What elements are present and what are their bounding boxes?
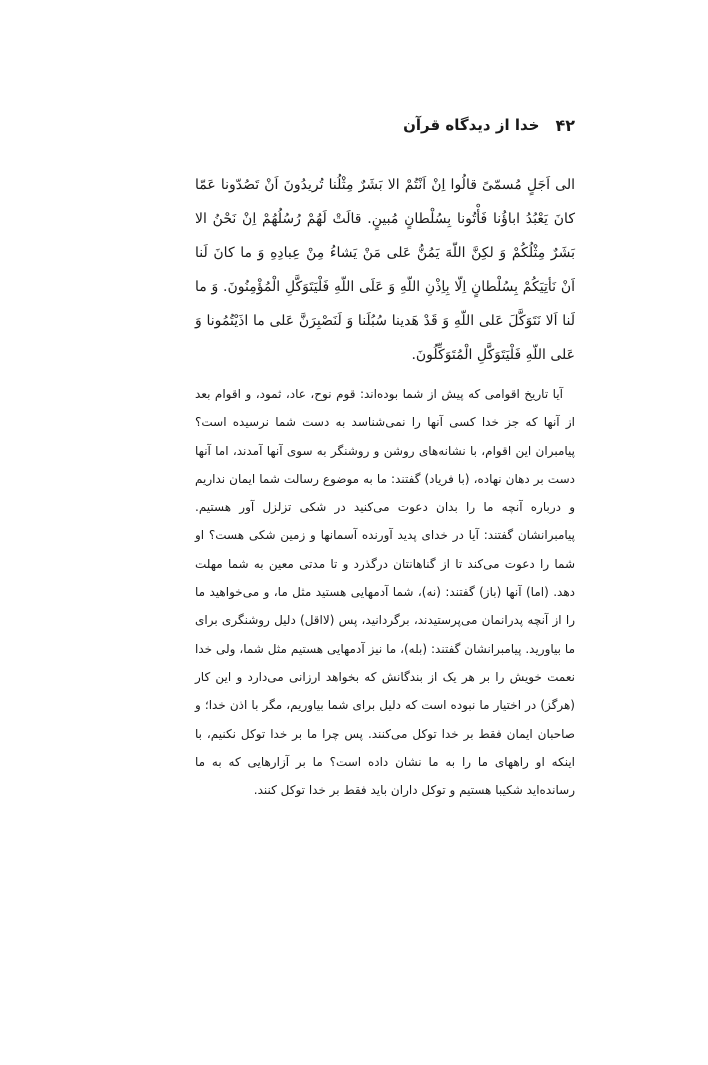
quran-verse: الی اَجَلٍ مُسمّیً قالُوا اِنْ اَنْتُمْ الا بَشَرٌ مِثْلُنا تُریدُونَ اَنْ تَصُدّونا عَمّا کانَ یَعْبُدُ اباؤُنا فَأْتُونا بِسُلْطانٍ مُبینٍ. قالَتْ لَهُمْ رُسُلُهُمْ اِنْ نَحْنُ الا بَشَرٌ مِثْلُکُمْ وَ لکِنَّ اللّهَ یَمُنُّ عَلی مَنْ یَشاءُ مِنْ عِبادِهِ وَ ما کانَ لَنا اَنْ نَأتِیَکُمْ بِسُلْطانٍ اِلّا بِاِذْنِ اللّهِ وَ عَلَی اللّهِ فَلْیَتَوَکَّلِ الْمُؤْمِنُونَ. وَ ما لَنا اَلا نَتَوَکَّلَ عَلی اللّهِ وَ قَدْ هَدینا سُبُلَنا وَ لَنَصْبِرَنَّ عَلی ما اذَیْتُمُونا وَ عَلی اللّهِ فَلْیَتَوَکَّلِ الْمُتَوَکِّلُونَ. [195,177,575,363]
page-body [195,168,575,804]
page-header [195,112,575,138]
persian-translation: آیا تاریخ اقوامی که پیش از شما بوده‌اند: قوم نوح، عاد، ثمود، و اقوام بعد از آنها که جز خدا کسی آنها را نمی‌شناسد به دست شما نرسیده است؟ پیامبران این اقوام، با نشانه‌های روشن و روشنگر به سوی آنها آمدند، اما آنها دست بر دهان نهاده، (با فریاد) گفتند: ما به موضوع رسالت شما ایمان نداریم و درباره آنچه ما را بدان دعوت می‌کنید در شکی تزلزل آور هستیم. پیامبرانشان گفتند: آیا در خدای پدید آورنده آسمانها و زمین شکی هست؟ او شما را دعوت می‌کند تا از گناهانتان درگذرد و تا مدتی معین به شما مهلت دهد. (اما) آنها (باز) گفتند: (نه)، شما آدمهایی هستید مثل ما، و می‌خواهید ما را از آنچه پدرانمان می‌پرستیدند، برگردانید، پس (لااقل) دلیل روشنگری برای ما بیاورید. پیامبرانشان گفتند: (بله)، ما نیز آدمهایی هستیم مثل شما، ولی خدا نعمت خویش را بر هر یک از بندگانش که بخواهد ارزانی می‌دارد و این کار (هرگز) در اختیار ما نبوده است که دلیل برای شما بیاوریم، مگر با اذن خدا؛ و صاحبان ایمان فقط بر خدا توکل می‌کنند. پس چرا ما بر خدا توکل نکنیم، با اینکه او راههای ما را به ما نشان داده است؟ ما بر آزارهایی که به ما رسانده‌اید شکیبا هستیم و توکل داران باید فقط بر خدا توکل کنند. [195,387,575,798]
page-number: ۴۲ [555,115,575,135]
running-title: خدا از دیدگاه قرآن [403,116,540,134]
